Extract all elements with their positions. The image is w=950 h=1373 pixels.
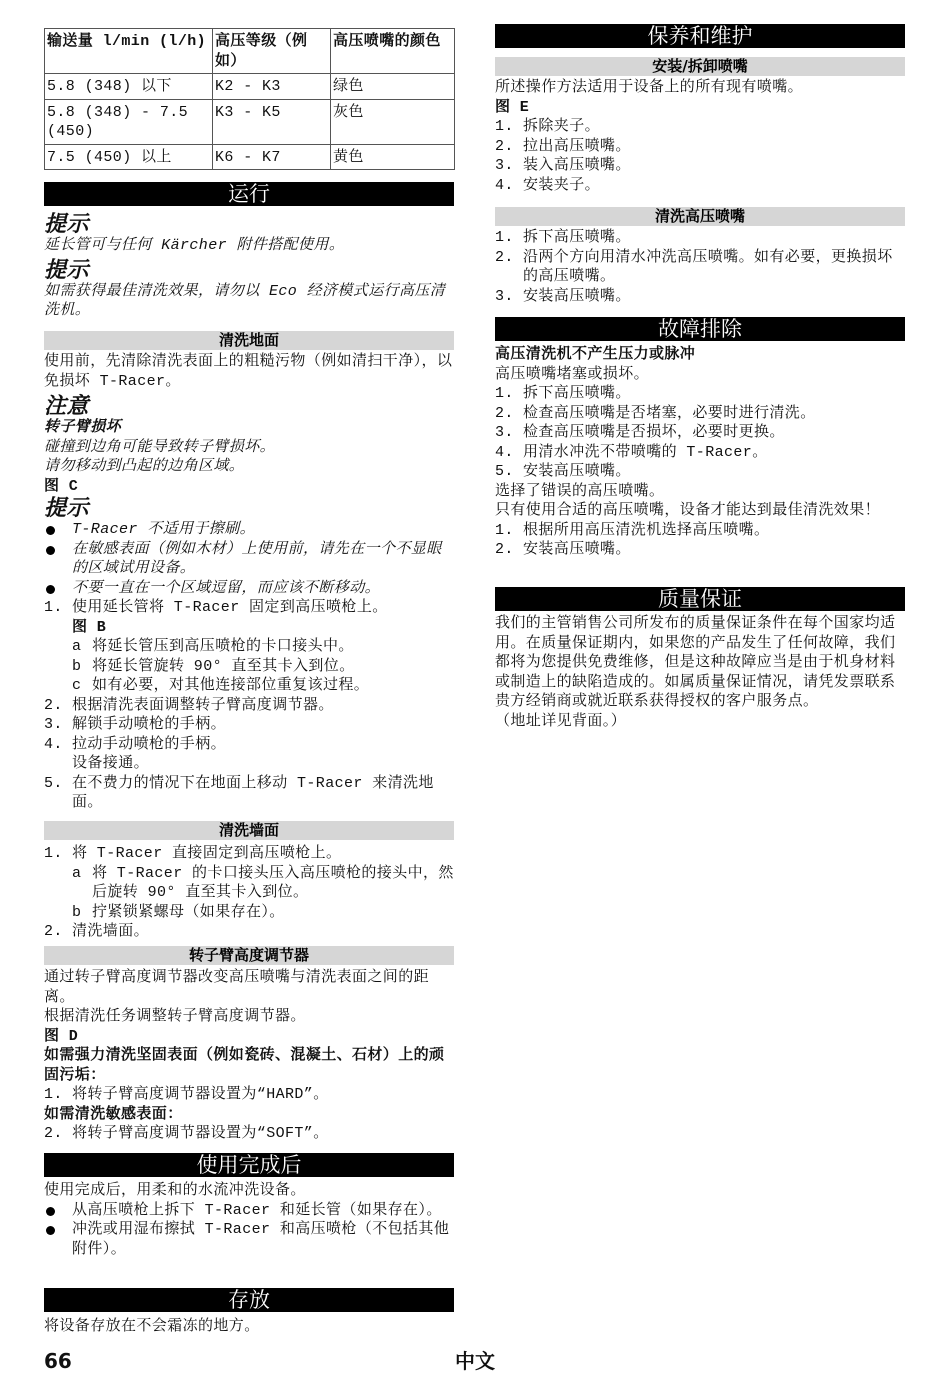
- section-title-operation: 运行: [44, 182, 454, 206]
- step-text: 安装高压喷嘴。: [523, 463, 631, 480]
- bullet-item: [44, 1201, 454, 1221]
- section-storage: [44, 1288, 454, 1337]
- step-text: 装入高压喷嘴。: [523, 157, 631, 174]
- step-text: 安装高压喷嘴。: [523, 287, 631, 305]
- step-item: [495, 423, 905, 443]
- table-row: [45, 144, 455, 170]
- bullet-text: 在敏感表面（例如木材）上使用前，请先在一个不显眼的区域试用设备。: [72, 540, 442, 577]
- note-label: 提示: [44, 495, 89, 521]
- figure-reference: 图 E: [495, 98, 530, 116]
- step-number: 2.: [495, 248, 514, 266]
- substep-text: 如有必要，对其他连接部位重复该过程。: [92, 677, 370, 694]
- table-cell: 5.8 (348) - 7.5 (450): [45, 99, 213, 144]
- table-row: [45, 99, 455, 144]
- step-number: 5.: [495, 463, 514, 480]
- page-language: 中文: [455, 1349, 495, 1373]
- substep-item: [72, 657, 454, 677]
- storage-text: 将设备存放在不会霜冻的地方。: [44, 1318, 260, 1335]
- step-number: 2.: [495, 404, 514, 422]
- step-text: 拆下高压喷嘴。: [523, 385, 631, 402]
- section-after-use: [44, 1153, 454, 1259]
- step-number: 5.: [44, 774, 63, 792]
- bullet-icon: [46, 1226, 55, 1235]
- section-title-after-use: 使用完成后: [44, 1153, 454, 1177]
- install-intro: 所述操作方法适用于设备上的所有现有喷嘴。: [495, 79, 804, 96]
- bullet-item: [44, 540, 454, 579]
- note-text: 如需获得最佳清洗效果，请勿以 Eco 经济模式运行高压清洗机。: [44, 282, 446, 319]
- figure-reference: 图 B: [72, 618, 107, 636]
- caution-line: 碰撞到边角可能导致转子臂损坏。: [44, 438, 276, 456]
- step-item: [495, 462, 905, 482]
- step-text: 拉动手动喷枪的手柄。: [72, 735, 227, 753]
- step-item: [495, 248, 905, 287]
- section-title-troubleshooting: 故障排除: [495, 317, 905, 341]
- table-cell: 5.8 (348) 以下: [45, 74, 213, 100]
- table-cell: 7.5 (450) 以上: [45, 144, 213, 170]
- fault-cause: 选择了错误的高压喷嘴。: [495, 482, 665, 500]
- bullet-text: T-Racer 不适用于擦刷。: [72, 521, 256, 538]
- table-cell: K2 - K3: [213, 74, 331, 100]
- table-cell: K6 - K7: [213, 144, 331, 170]
- substep-item: [72, 903, 454, 923]
- subsection-title-clean-nozzle: 清洗高压喷嘴: [495, 207, 905, 226]
- step-text: 拆除夹子。: [523, 118, 601, 135]
- caution-label: 注意: [44, 393, 89, 419]
- step-text: 沿两个方向用清水冲洗高压喷嘴。如有必要，更换损坏的高压喷嘴。: [523, 248, 893, 285]
- bullet-item: [44, 579, 454, 599]
- note-label: 提示: [44, 256, 89, 283]
- fault-heading: 高压清洗机不产生压力或脉冲: [495, 346, 696, 363]
- caution-line: 请勿移动到凸起的边角区域。: [44, 458, 245, 475]
- step-number: 3.: [495, 157, 514, 174]
- section-title-warranty: 质量保证: [495, 587, 905, 611]
- step-item: [44, 774, 454, 813]
- step-number: 4.: [495, 176, 514, 194]
- section-care: [495, 24, 905, 48]
- table-cell: 绿色: [331, 74, 455, 100]
- step-number: 4.: [495, 443, 514, 461]
- nozzle-table: [44, 28, 455, 170]
- subsection-title-floor: 清洗地面: [44, 331, 454, 350]
- substep-text: 将 T-Racer 的卡口接头压入高压喷枪的接头中，然后旋转 90° 直至其卡入到位。: [92, 864, 454, 901]
- step-item: [495, 287, 905, 307]
- floor-intro: 使用前，先清除清洗表面上的粗糙污物（例如清扫干净），以免损坏 T-Racer。: [44, 353, 453, 390]
- bullet-text: 从高压喷枪上拆下 T-Racer 和延长管（如果存在）。: [72, 1201, 442, 1219]
- warranty-text: 我们的主管销售公司所发布的质量保证条件在每个国家均适用。在质量保证期内，如果您的产品发生了任何故障，我们都将为您提供免费维修，但是这种故障应当是由于机身材料或制造上的缺陷造成的。如属质量保证情况，请凭发票联系贵方经销商或就近联系获得授权的客户服务点。: [495, 615, 896, 710]
- hard-surface-heading: 如需强力清洗坚固表面（例如瓷砖、混凝土、石材）上的顽固污垢：: [44, 1047, 445, 1084]
- step-item: [495, 228, 905, 248]
- rotor-intro: 根据清洗任务调整转子臂高度调节器。: [44, 1008, 306, 1025]
- bullet-text: 冲洗或用湿布擦拭 T-Racer 和高压喷枪（不包括其他附件）。: [72, 1221, 450, 1258]
- bullet-icon: [46, 526, 55, 535]
- step-number: 2.: [44, 923, 63, 940]
- substep-text: 将延长管压到高压喷枪的卡口接头中。: [92, 638, 354, 655]
- step-text: 清洗墙面。: [72, 923, 150, 940]
- section-rotor-height: [44, 946, 454, 1144]
- step-item: [495, 156, 905, 176]
- fault-cause: 高压喷嘴堵塞或损坏。: [495, 365, 650, 383]
- table-cell: 灰色: [331, 99, 455, 144]
- step-item: [44, 735, 454, 774]
- step-text: 使用延长管将 T-Racer 固定到高压喷枪上。: [72, 599, 388, 616]
- step-number: 1.: [495, 385, 514, 402]
- step-text: 解锁手动喷枪的手柄。: [72, 716, 227, 733]
- step-item: [44, 922, 454, 942]
- section-floor-cleaning: [44, 331, 454, 813]
- caution-title: 转子臂损坏: [44, 419, 122, 436]
- step-number: 1.: [44, 845, 63, 862]
- section-operation: [44, 182, 454, 321]
- bullet-icon: [46, 546, 55, 555]
- step-text: 根据所用高压清洗机选择高压喷嘴。: [523, 521, 770, 539]
- subsection-install-nozzle: [495, 57, 905, 195]
- table-cell: 黄色: [331, 144, 455, 170]
- substep-letter: b: [72, 903, 82, 921]
- section-wall-cleaning: [44, 821, 454, 942]
- soft-surface-heading: 如需清洗敏感表面：: [44, 1105, 183, 1123]
- step-item: [44, 1085, 454, 1105]
- fault-cause-note: 只有使用合适的高压喷嘴，设备才能达到最佳清洗效果！: [495, 502, 881, 519]
- step-text: 将转子臂高度调节器设置为“HARD”。: [72, 1086, 329, 1103]
- step-item: [44, 598, 454, 696]
- step-number: 2.: [44, 696, 63, 714]
- step-number: 2.: [44, 1125, 63, 1142]
- substep-item: [72, 864, 454, 903]
- table-row: [45, 74, 455, 100]
- step-number: 1.: [495, 521, 514, 539]
- table-header-row: [45, 29, 455, 74]
- bullet-item: [44, 1220, 454, 1259]
- bullet-icon: [46, 585, 55, 594]
- step-number: 4.: [44, 735, 63, 753]
- section-title-care: 保养和维护: [495, 24, 905, 48]
- step-text: 安装夹子。: [523, 176, 601, 194]
- section-warranty: [495, 587, 905, 731]
- step-text: 检查高压喷嘴是否损坏，必要时更换。: [523, 424, 785, 441]
- table-header-flow: 输送量 l/min (l/h): [45, 29, 213, 74]
- section-troubleshooting: [495, 317, 905, 560]
- table-header-nozzle-color: 高压喷嘴的颜色: [331, 29, 455, 74]
- substep-item: [72, 676, 454, 696]
- substep-item: [72, 637, 454, 657]
- step-text: 将 T-Racer 直接固定到高压喷枪上。: [72, 845, 342, 862]
- substep-letter: a: [72, 638, 82, 655]
- step-number: 2.: [495, 541, 514, 558]
- subsection-title-wall: 清洗墙面: [44, 821, 454, 840]
- step-item: [495, 176, 905, 196]
- step-number: 1.: [44, 599, 63, 616]
- step-text: 拉出高压喷嘴。: [523, 137, 631, 155]
- substep-letter: b: [72, 657, 82, 675]
- step-number: 3.: [44, 716, 63, 733]
- subsection-title-rotor: 转子臂高度调节器: [44, 946, 454, 965]
- step-text: 在不费力的情况下在地面上移动 T-Racer 来清洗地面。: [72, 774, 434, 811]
- step-number: 3.: [495, 424, 514, 441]
- figure-reference: 图 D: [44, 1027, 79, 1045]
- subsection-title-install: 安装/拆卸喷嘴: [495, 57, 905, 76]
- step-number: 1.: [44, 1086, 63, 1103]
- step-text: 拆下高压喷嘴。: [523, 229, 631, 246]
- warranty-address-note: （地址详见背面。）: [495, 712, 627, 730]
- step-number: 2.: [495, 137, 514, 155]
- step-number: 1.: [495, 118, 514, 135]
- step-text: 安装高压喷嘴。: [523, 541, 631, 558]
- after-use-intro: 使用完成后，用柔和的水流冲洗设备。: [44, 1182, 306, 1199]
- step-item: [495, 137, 905, 157]
- step-text: 检查高压喷嘴是否堵塞，必要时进行清洗。: [523, 404, 816, 422]
- step-text: 将转子臂高度调节器设置为“SOFT”。: [72, 1125, 329, 1142]
- substep-text: 拧紧锁紧螺母（如果存在）。: [92, 903, 285, 921]
- page-number: 66: [44, 1349, 72, 1373]
- substep-letter: a: [72, 864, 82, 882]
- step-item: [495, 540, 905, 560]
- step-text: 用清水冲洗不带喷嘴的 T-Racer。: [523, 443, 768, 461]
- step-item: [495, 443, 905, 463]
- section-title-storage: 存放: [44, 1288, 454, 1312]
- substep-text: 将延长管旋转 90° 直至其卡入到位。: [92, 657, 355, 675]
- step-number: 1.: [495, 229, 514, 246]
- step-item: [44, 1124, 454, 1144]
- figure-reference: 图 C: [44, 477, 79, 495]
- step-item: [495, 404, 905, 424]
- step-item: [44, 844, 454, 922]
- step-number: 3.: [495, 287, 514, 305]
- rotor-intro: 通过转子臂高度调节器改变高压喷嘴与清洗表面之间的距离。: [44, 969, 430, 1006]
- note-text: 延长管可与任何 Kärcher 附件搭配使用。: [44, 237, 345, 254]
- step-result: 设备接通。: [72, 755, 150, 772]
- bullet-icon: [46, 1207, 55, 1216]
- table-header-pressure-class: 高压等级（例如）: [213, 29, 331, 74]
- table-cell: K3 - K5: [213, 99, 331, 144]
- step-item: [44, 715, 454, 735]
- step-item: [495, 384, 905, 404]
- step-item: [495, 521, 905, 541]
- bullet-text: 不要一直在一个区域逗留，而应该不断移动。: [72, 579, 381, 597]
- bullet-item: [44, 520, 454, 540]
- substep-letter: c: [72, 677, 82, 694]
- step-text: 根据清洗表面调整转子臂高度调节器。: [72, 696, 334, 714]
- note-label: 提示: [44, 211, 89, 237]
- step-item: [495, 117, 905, 137]
- step-item: [44, 696, 454, 716]
- subsection-clean-nozzle: [495, 207, 905, 306]
